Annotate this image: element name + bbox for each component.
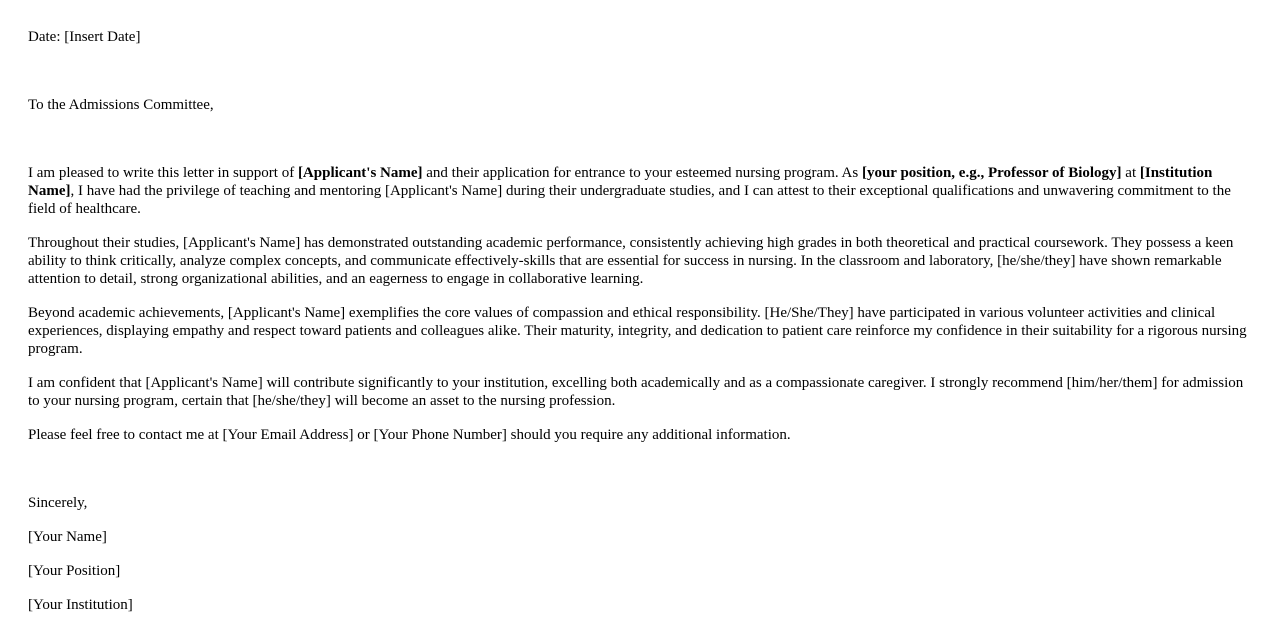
letter-salutation: To the Admissions Committee, [28,97,214,113]
spacer [28,114,1250,164]
letter-body [28,28,1250,630]
letter-closing: Sincerely, [28,495,88,511]
text-run: I am pleased to write this letter in support of [28,165,298,181]
paragraph-contact: Please feel free to contact me at [Your Email Address] or [Your Phone Number] should you require any additional information. [28,427,791,443]
letter-date: Date: [Insert Date] [28,29,141,45]
signature-institution: [Your Institution] [28,597,133,613]
text-run: , I have had the privilege of teaching and mentoring [Applicant's Name] during their undergraduate studies, and I can attest to their exceptional qualifications and unwavering commitment to the field of healthcare. [28,183,1231,217]
text-run: at [1121,165,1140,181]
spacer [28,460,1250,494]
paragraph-recommendation: I am confident that [Applicant's Name] will contribute significantly to your institution, excelling both academically and as a compassionate caregiver. I strongly recommend [him/her/them] for admission to your nursing program, certain that [he/she/they] will become an asset to the nursing profession. [28,375,1244,409]
position-bold: [your position, e.g., Professor of Biology] [861,165,1122,181]
signature-name: [Your Name] [28,529,107,545]
paragraph-values: Beyond academic achievements, [Applicant's Name] exemplifies the core values of compassion and ethical responsibility. [He/She/They] have participated in various volunteer activities and clinical experiences, displaying empathy and respect toward patients and colleagues alike. Their maturity, integrity, and dedication to patient care reinforce my confidence in their suitability for a rigorous nursing program. [28,305,1247,357]
signature-position: [Your Position] [28,563,121,579]
paragraph-introduction [28,164,1250,218]
applicant-name-bold: [Applicant's Name] [297,165,423,181]
text-run: and their application for entrance to your esteemed nursing program. As [422,165,862,181]
spacer [28,46,1250,96]
paragraph-academic: Throughout their studies, [Applicant's Name] has demonstrated outstanding academic performance, consistently achieving high grades in both theoretical and practical coursework. They possess a keen ability to think critically, analyze complex concepts, and communicate effectively-skills that are essential for success in nursing. In the classroom and laboratory, [he/she/they] have shown remarkable attention to detail, strong organizational abilities, and an eagerness to engage in collaborative learning. [28,235,1234,287]
institution-name-bold: [Institution Name] [28,165,1213,199]
